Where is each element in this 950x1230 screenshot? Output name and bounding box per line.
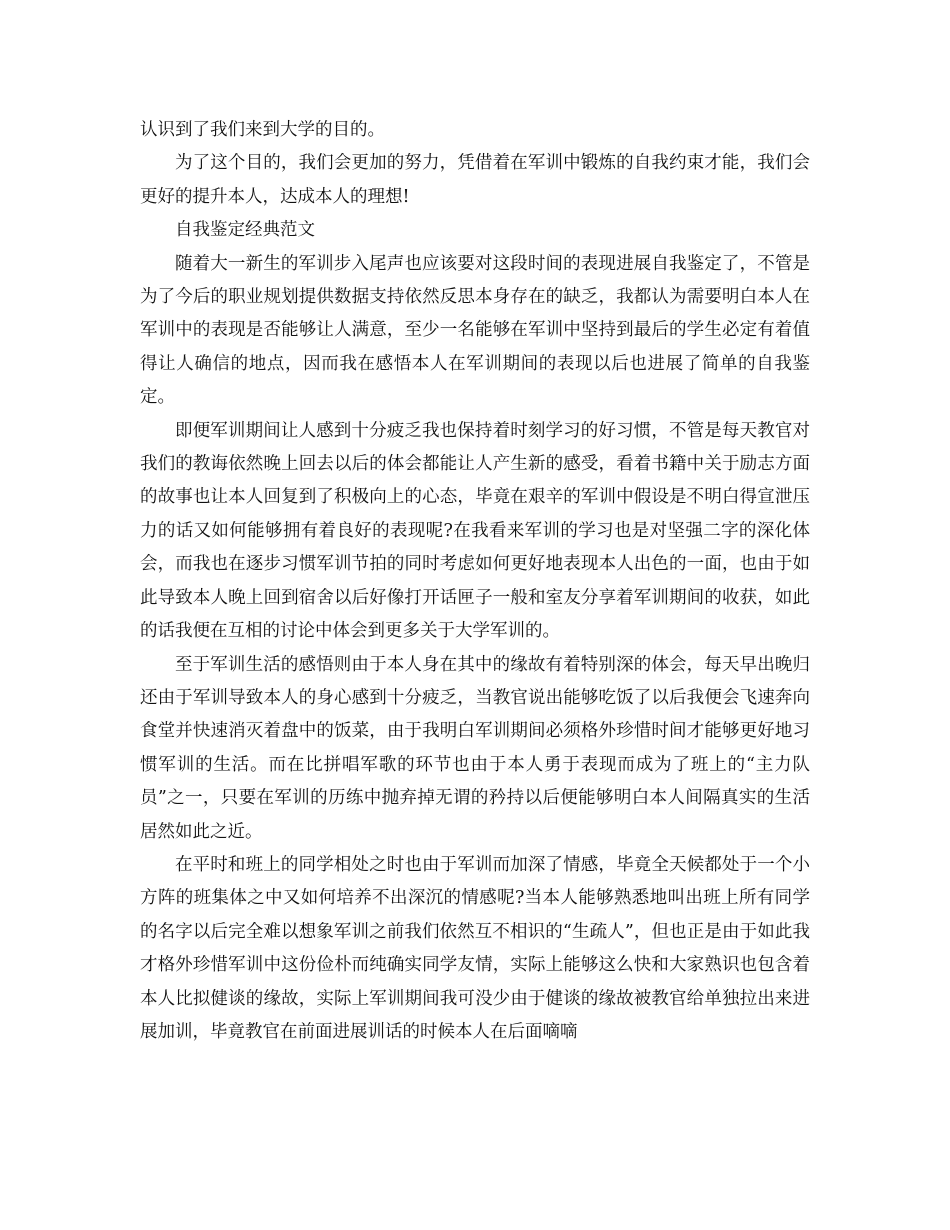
paragraph-4: 即便军训期间让人感到十分疲乏我也保持着时刻学习的好习惯，不管是每天教官对我们的教诲依然晚上回去以后的体会都能让人产生新的感受，看着书籍中关于励志方面的故事也让本人回复到了积极向上的心态，毕竟在艰辛的军训中假设是不明白得宣泄压力的话又如何能够拥有着良好的表现呢?在我看来军训的学习也是对坚强二字的深化体会，而我也在逐步习惯军训节拍的同时考虑如何更好地表现本人出色的一面，也由于如此导致本人晚上回到宿舍以后好像打开话匣子一般和室友分享着军训期间的收获，如此的话我便在互相的讨论中体会到更多关于大学军训的。: [140, 420, 810, 642]
paragraph-1: 认识到了我们来到大学的目的。: [140, 120, 385, 140]
section-heading: 自我鉴定经典范文: [175, 220, 315, 241]
document-body: [140, 114, 810, 1049]
paragraph-3: 随着大一新生的军训步入尾声也应该要对这段时间的表现进展自我鉴定了，不管是为了今后的职业规划提供数据支持依然反思本身存在的缺乏，我都认为需要明白本人在军训中的表现是否能够让人满意，至少一名能够在军训中坚持到最后的学生必定有着值得让人确信的地点，因而我在感悟本人在军训期间的表现以后也进展了简单的自我鉴定。: [140, 253, 810, 408]
paragraph-6: 在平时和班上的同学相处之时也由于军训而加深了情感，毕竟全天候都处于一个小方阵的班集体之中又如何培养不出深沉的情感呢?当本人能够熟悉地叫出班上所有同学的名字以后完全难以想象军训之前我们依然互不相识的“生疏人”，但也正是由于如此我才格外珍惜军训中这份俭朴而纯确实同学友情，实际上能够这么快和大家熟识也包含着本人比拟健谈的缘故，实际上军训期间我可没少由于健谈的缘故被教官给单独拉出来进展加训，毕竟教官在前面进展训话的时候本人在后面嘀嘀: [140, 854, 810, 1042]
paragraph-2: 为了这个目的，我们会更加的努力，凭借着在军训中锻炼的自我约束才能，我们会更好的提升本人，达成本人的理想!: [140, 153, 810, 207]
paragraph-5: 至于军训生活的感悟则由于本人身在其中的缘故有着特别深的体会，每天早出晚归还由于军训导致本人的身心感到十分疲乏，当教官说出能够吃饭了以后我便会飞速奔向食堂并快速消灭着盘中的饭菜，由于我明白军训期间必须格外珍惜时间才能够更好地习惯军训的生活。而在比拼唱军歌的环节也由于本人勇于表现而成为了班上的“主力队员”之一，只要在军训的历练中抛弃掉无谓的矜持以后便能够明白本人间隔真实的生活居然如此之近。: [140, 654, 810, 842]
